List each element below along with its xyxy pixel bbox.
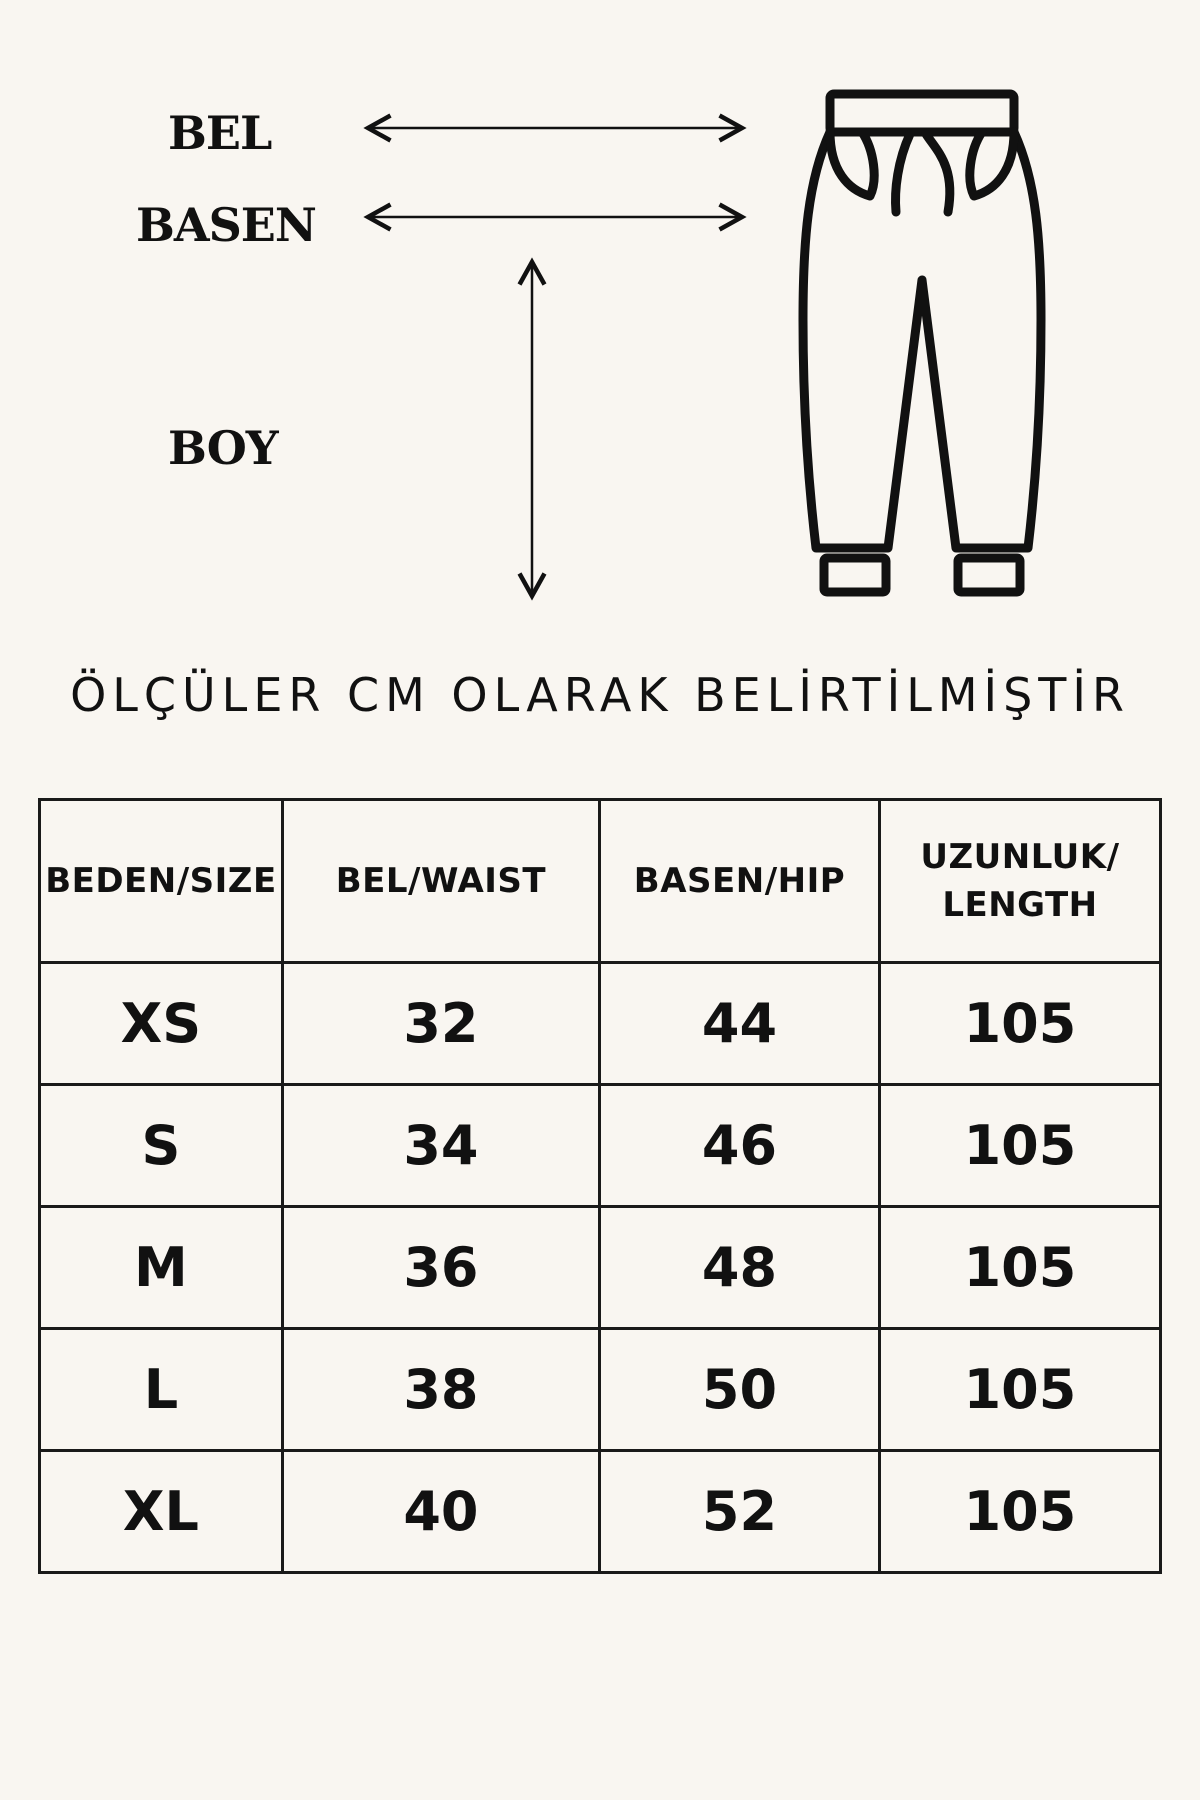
table-header-row [40, 800, 1161, 963]
waist-cell: 40 [282, 1451, 599, 1573]
header-hip: BASEN/HIP [599, 800, 879, 963]
table-row [40, 1085, 1161, 1207]
table-row [40, 1329, 1161, 1451]
header-size: BEDEN/SIZE [40, 800, 283, 963]
size-cell: M [40, 1207, 283, 1329]
header-length: UZUNLUK/ LENGTH [879, 800, 1160, 963]
hip-cell: 52 [599, 1451, 879, 1573]
header-waist: BEL/WAIST [282, 800, 599, 963]
length-cell: 105 [879, 1329, 1160, 1451]
hip-cell: 50 [599, 1329, 879, 1451]
size-cell: XL [40, 1451, 283, 1573]
table-row [40, 963, 1161, 1085]
waist-cell: 34 [282, 1085, 599, 1207]
size-table [38, 798, 1162, 1574]
length-cell: 105 [879, 1207, 1160, 1329]
size-cell: L [40, 1329, 283, 1451]
table-row [40, 1451, 1161, 1573]
units-note: ÖLÇÜLER CM OLARAK BELİRTİLMİŞTİR [70, 668, 1130, 722]
waist-cell: 38 [282, 1329, 599, 1451]
hip-cell: 46 [599, 1085, 879, 1207]
hip-cell: 44 [599, 963, 879, 1085]
hip-label: BASEN [136, 198, 316, 252]
length-cell: 105 [879, 963, 1160, 1085]
waist-label: BEL [168, 106, 272, 160]
length-label: BOY [168, 421, 278, 475]
waist-cell: 36 [282, 1207, 599, 1329]
measurement-diagram [0, 0, 1200, 640]
length-cell: 105 [879, 1085, 1160, 1207]
table-row [40, 1207, 1161, 1329]
pants-icon [803, 94, 1041, 592]
hip-cell: 48 [599, 1207, 879, 1329]
size-cell: XS [40, 963, 283, 1085]
length-cell: 105 [879, 1451, 1160, 1573]
size-cell: S [40, 1085, 283, 1207]
waist-cell: 32 [282, 963, 599, 1085]
